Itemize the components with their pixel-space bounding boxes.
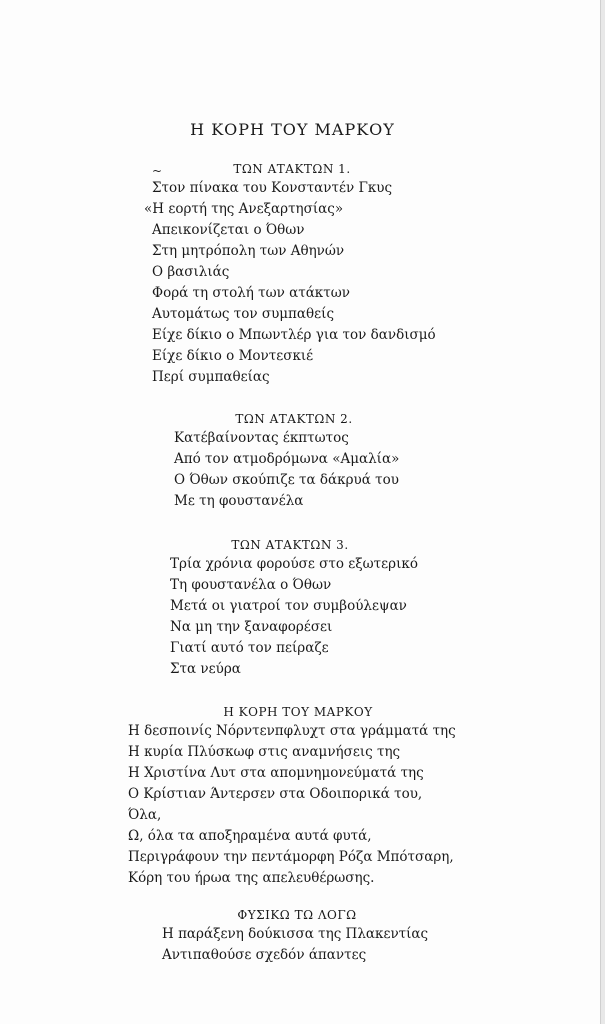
- stanza-heading: ΤΩΝ ΑΤΑΚΤΩΝ 2.: [235, 412, 353, 426]
- poem-line: Η κυρία Πλύσκωφ στις αναμνήσεις της: [128, 744, 401, 760]
- pen-mark: ~: [152, 164, 163, 178]
- poem-line: Μετά οι γιατροί τον συμβούλεψαν: [170, 598, 407, 614]
- stanza-2: [174, 412, 414, 512]
- poem-line: Η Χριστίνα Λυτ στα απομνημονεύματά της: [128, 765, 424, 781]
- poem-line: Στα νεύρα: [170, 661, 241, 677]
- poem-line: Περιγράφουν την πεντάμορφη Ρόζα Μπότσαρη,: [128, 849, 454, 865]
- poem-line: Η παράξενη δούκισσα της Πλακεντίας: [162, 926, 429, 942]
- stanza-heading: Η ΚΟΡΗ ΤΟΥ ΜΑΡΚΟΥ: [223, 705, 373, 719]
- poem-line: Αυτομάτως τον συμπαθείς: [152, 306, 335, 322]
- poem-line: Περί συμπαθείας: [152, 369, 270, 385]
- poem-line: Στη μητρόπολη των Αθηνών: [152, 243, 345, 259]
- poem-line: Τη φουστανέλα ο Όθων: [170, 577, 332, 593]
- poem-line: «Η εορτή της Ανεξαρτησίας»: [144, 201, 344, 217]
- poem-line: Να μη την ξαναφορέσει: [170, 619, 333, 635]
- poem-line: Με τη φουστανέλα: [174, 493, 304, 509]
- poem-line: Ω, όλα τα αποξηραμένα αυτά φυτά,: [128, 828, 372, 844]
- poem-line: Αντιπαθούσε σχεδόν άπαντες: [162, 947, 367, 963]
- poem-line: Στον πίνακα του Κονσταντέν Γκυς: [152, 180, 393, 196]
- poem-line: Από τον ατμοδρόμωνα «Αμαλία»: [174, 451, 400, 467]
- poem-line: Η δεσποινίς Νόρντενπφλυχτ στα γράμματά της: [128, 723, 456, 739]
- poem-line: Τρία χρόνια φορούσε στο εξωτερικό: [170, 556, 418, 572]
- stanza-3: [170, 538, 418, 680]
- stanza-heading: ΦΥΣΙΚΩ ΤΩ ΛΟΓΩ: [237, 908, 357, 922]
- poem-line: Είχε δίκιο ο Μπωντλέρ για τον δανδισμό: [152, 327, 436, 343]
- poem-line: Γιατί αυτό τον πείραζε: [170, 640, 329, 656]
- poem-line: Κατέβαίνοντας έκπτωτος: [174, 430, 349, 446]
- stanza-heading: ΤΩΝ ΑΤΑΚΤΩΝ 3.: [231, 538, 349, 552]
- poem-line: Απεικονίζεται ο Όθων: [152, 222, 305, 238]
- poem-line: Ο βασιλιάς: [152, 264, 230, 280]
- stanza-5: [162, 908, 432, 966]
- poem-line: Είχε δίκιο ο Μοντεσκιέ: [152, 348, 314, 364]
- page-edge: [600, 0, 605, 1024]
- stanza-4: [128, 705, 468, 889]
- page-title: Η ΚΟΡΗ ΤΟΥ ΜΑΡΚΟΥ: [190, 120, 395, 139]
- poem-line: Ο Όθων σκούπιζε τα δάκρυά του: [174, 472, 399, 488]
- poem-line: Ο Κρίστιαν Άντερσεν στα Οδοιπορικά του,: [128, 786, 423, 802]
- stanza-heading: ΤΩΝ ΑΤΑΚΤΩΝ 1.: [233, 162, 351, 176]
- stanza-1: [144, 162, 436, 388]
- poem-line: Όλα,: [128, 807, 162, 823]
- poem-line: Κόρη του ήρωα της απελευθέρωσης.: [128, 870, 375, 886]
- poem-line: Φορά τη στολή των ατάκτων: [152, 285, 350, 301]
